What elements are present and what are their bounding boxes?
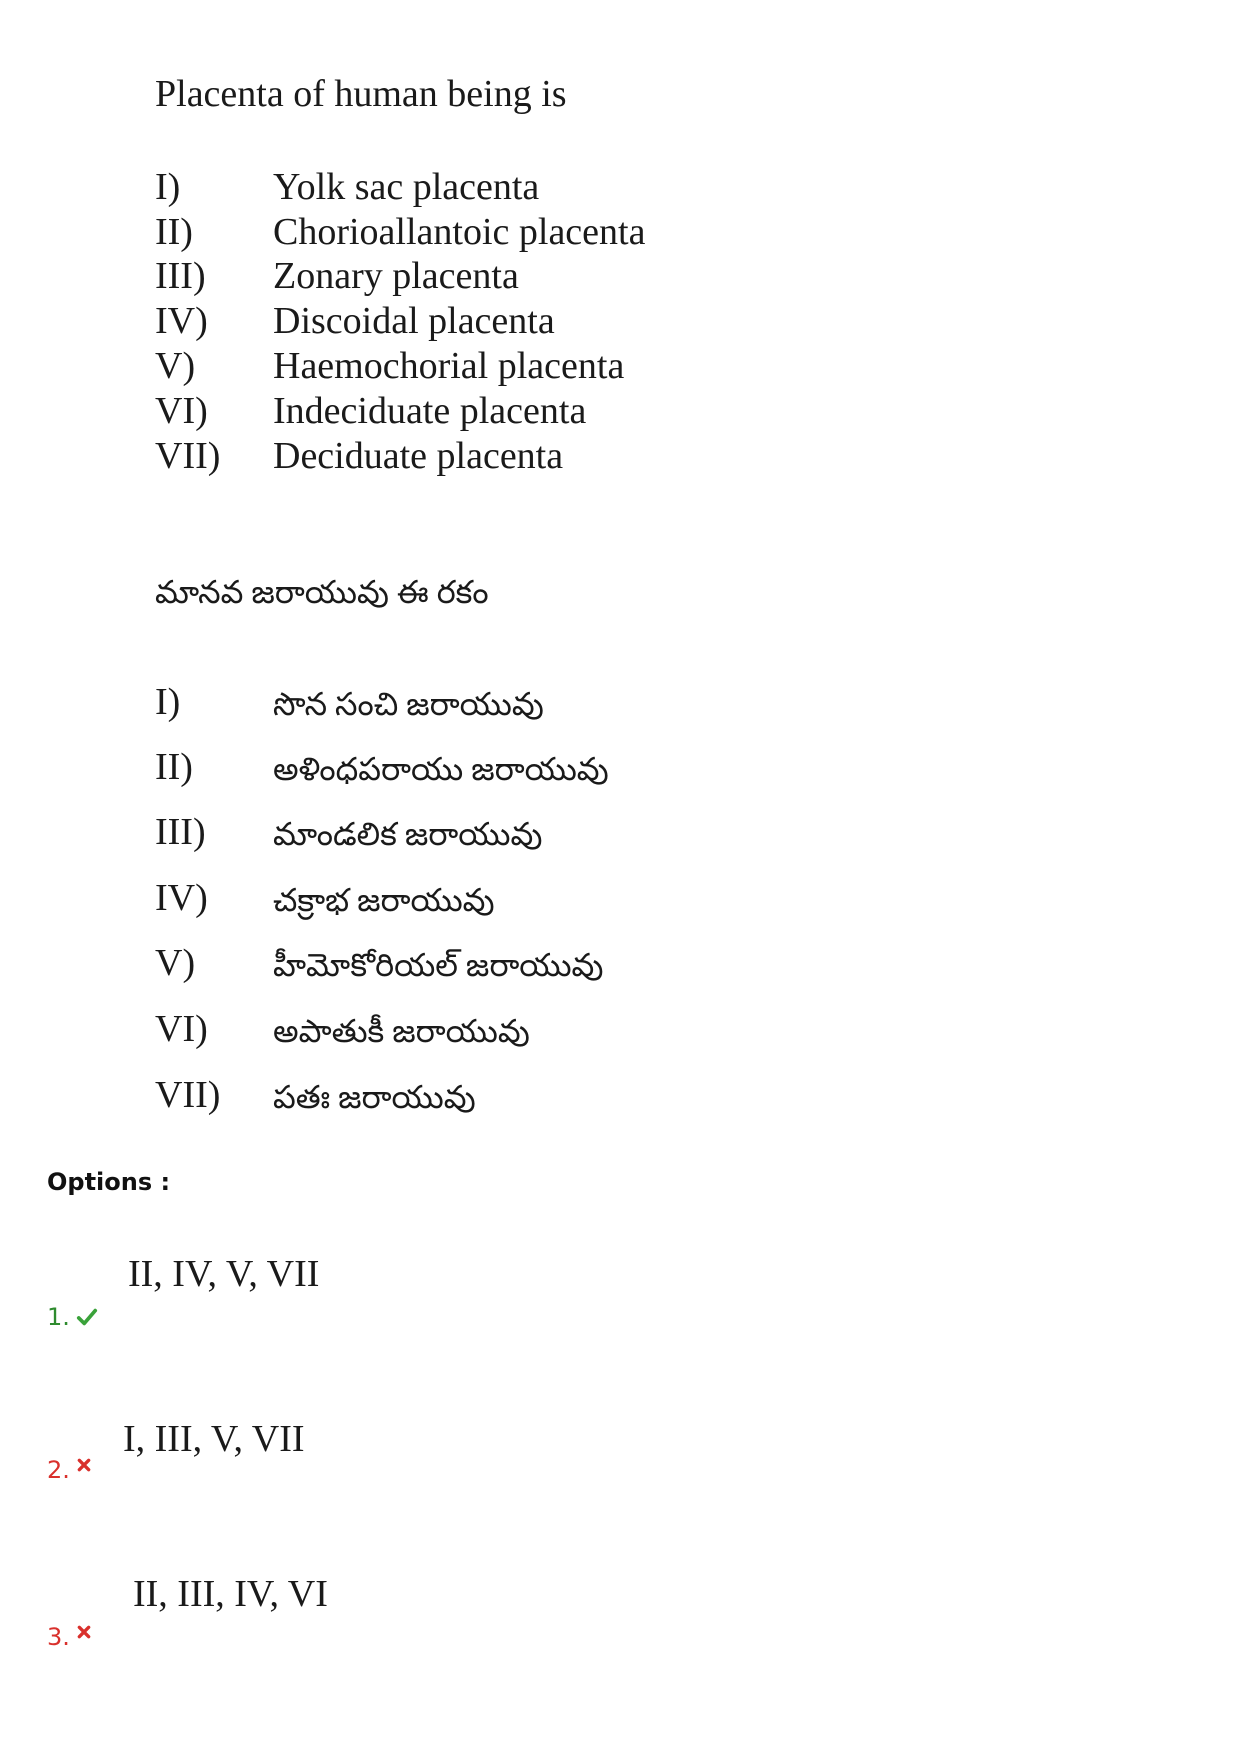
item-number: I): [155, 166, 181, 208]
item-text: హీమోకోరియల్ జరాయువు: [273, 947, 604, 983]
item-number: II): [155, 746, 193, 788]
item-text: Indeciduate placenta: [273, 390, 587, 432]
option-number: 3.: [47, 1623, 70, 1651]
item-number: I): [155, 681, 181, 723]
item-number: II): [155, 211, 193, 253]
item-number: VI): [155, 1008, 208, 1050]
option-1-text[interactable]: II, IV, V, VII: [128, 1253, 320, 1295]
item-number: IV): [155, 877, 208, 919]
check-icon: [76, 1306, 98, 1328]
option-2-text[interactable]: I, III, V, VII: [123, 1418, 305, 1460]
item-number: IV): [155, 300, 208, 342]
cross-icon: [76, 1457, 92, 1473]
option-3-text[interactable]: II, III, IV, VI: [133, 1573, 328, 1615]
item-text: అపాతుకీ జరాయువు: [273, 1013, 530, 1049]
item-text: Chorioallantoic placenta: [273, 211, 646, 253]
item-number: III): [155, 255, 206, 297]
item-text: సొన సంచి జరాయువు: [273, 686, 544, 722]
option-number: 1.: [47, 1303, 70, 1331]
item-text: Zonary placenta: [273, 255, 519, 297]
item-number: V): [155, 942, 196, 984]
cross-icon: [76, 1624, 92, 1640]
item-text: అళింధపరాయు జరాయువు: [273, 751, 609, 787]
item-number: VII): [155, 1074, 221, 1116]
item-text: Discoidal placenta: [273, 300, 555, 342]
item-number: III): [155, 811, 206, 853]
item-number: VI): [155, 390, 208, 432]
options-label: Options :: [47, 1168, 171, 1196]
item-text: పతః జరాయువు: [273, 1079, 476, 1115]
item-text: Haemochorial placenta: [273, 345, 625, 387]
item-text: చక్రాభ జరాయువు: [273, 882, 495, 918]
option-3-marker[interactable]: [47, 1623, 92, 1651]
item-number: V): [155, 345, 196, 387]
item-text: Yolk sac placenta: [273, 166, 540, 208]
item-text: Deciduate placenta: [273, 435, 564, 477]
item-text: మాండలిక జరాయువు: [273, 816, 543, 852]
option-2-marker[interactable]: [47, 1456, 92, 1484]
option-number: 2.: [47, 1456, 70, 1484]
option-1-marker[interactable]: [47, 1303, 98, 1331]
question-title-english: Placenta of human being is: [155, 73, 567, 115]
item-number: VII): [155, 435, 221, 477]
question-title-telugu: మానవ జరాయువు ఈ రకం: [155, 574, 489, 610]
